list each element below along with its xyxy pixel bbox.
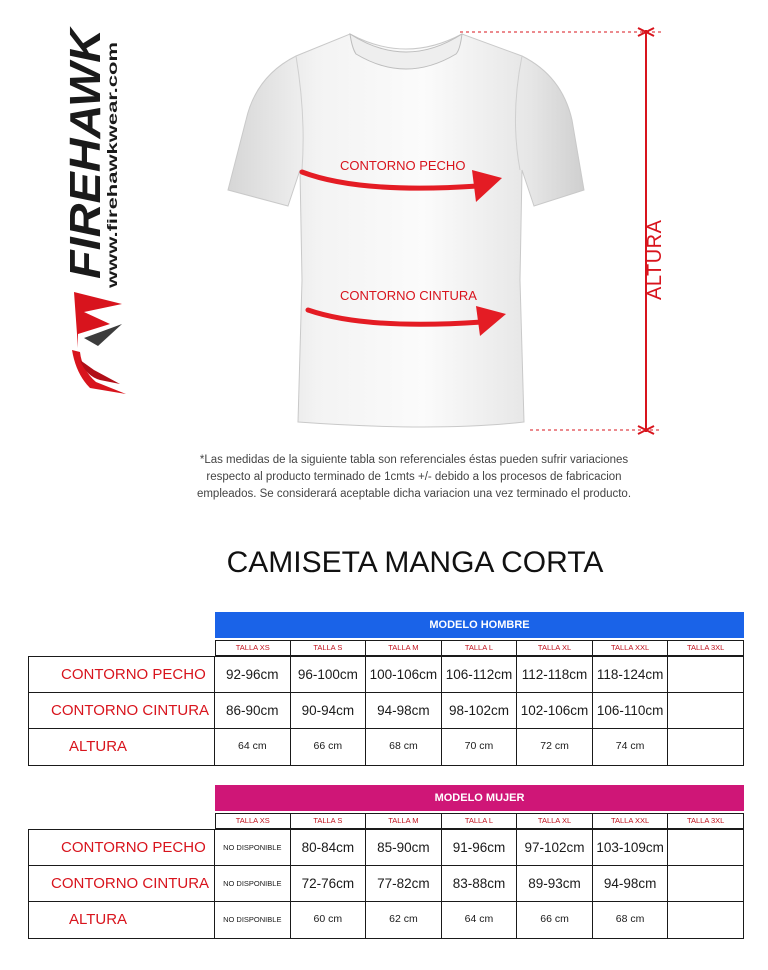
table-cell: NO DISPONIBLE xyxy=(215,902,291,939)
shirt-figure xyxy=(210,20,680,440)
table-cell: 66 cm xyxy=(291,729,367,766)
size-header: TALLA L xyxy=(442,640,518,656)
table-cell: 68 cm xyxy=(593,902,669,939)
row-label: CONTORNO CINTURA xyxy=(28,693,215,730)
table-row xyxy=(28,729,744,766)
table-body xyxy=(28,829,744,939)
hawk-emblem-icon xyxy=(70,290,130,400)
tshirt-body xyxy=(228,34,584,427)
table-cell: 90-94cm xyxy=(291,693,367,730)
table-row xyxy=(28,866,744,903)
row-label: CONTORNO PECHO xyxy=(28,656,215,693)
table-cell xyxy=(668,693,744,730)
size-header: TALLA L xyxy=(442,813,518,829)
size-header: TALLA 3XL xyxy=(668,813,744,829)
table-cell: 85-90cm xyxy=(366,829,442,866)
size-header: TALLA XS xyxy=(215,813,291,829)
table-cell: 94-98cm xyxy=(366,693,442,730)
table-cell: 98-102cm xyxy=(442,693,518,730)
table-cell: 106-112cm xyxy=(442,656,518,693)
page-title: CAMISETA MANGA CORTA xyxy=(226,546,604,579)
row-label: ALTURA xyxy=(28,729,215,766)
table-cell: 91-96cm xyxy=(442,829,518,866)
table-body xyxy=(28,656,744,766)
table-row xyxy=(28,829,744,866)
table-cell: 62 cm xyxy=(366,902,442,939)
height-label: ALTURA xyxy=(644,219,666,300)
size-header: TALLA XXL xyxy=(593,813,669,829)
chest-label: CONTORNO PECHO xyxy=(340,158,466,173)
size-header: TALLA XL xyxy=(517,813,593,829)
table-cell: 83-88cm xyxy=(442,866,518,903)
size-header: TALLA M xyxy=(366,640,442,656)
table-header-men: MODELO HOMBRE xyxy=(215,612,744,638)
size-header: TALLA XXL xyxy=(593,640,669,656)
size-header: TALLA M xyxy=(366,813,442,829)
table-cell: 68 cm xyxy=(366,729,442,766)
table-row xyxy=(28,656,744,693)
table-cell: 72 cm xyxy=(517,729,593,766)
table-cell: 103-109cm xyxy=(593,829,669,866)
table-cell xyxy=(668,656,744,693)
table-cell: 97-102cm xyxy=(517,829,593,866)
table-header-women: MODELO MUJER xyxy=(215,785,744,811)
size-header-row xyxy=(215,640,744,656)
table-cell: 112-118cm xyxy=(517,656,593,693)
table-cell: NO DISPONIBLE xyxy=(215,829,291,866)
table-cell xyxy=(668,902,744,939)
size-header-row xyxy=(215,813,744,829)
size-header: TALLA S xyxy=(291,640,367,656)
table-cell: 94-98cm xyxy=(593,866,669,903)
table-cell: 77-82cm xyxy=(366,866,442,903)
table-cell: 118-124cm xyxy=(593,656,669,693)
table-row xyxy=(28,693,744,730)
table-cell xyxy=(668,829,744,866)
table-cell: 72-76cm xyxy=(291,866,367,903)
table-cell: 70 cm xyxy=(442,729,518,766)
table-cell xyxy=(668,729,744,766)
waist-label: CONTORNO CINTURA xyxy=(340,288,477,303)
table-cell: NO DISPONIBLE xyxy=(215,866,291,903)
row-label: CONTORNO CINTURA xyxy=(28,866,215,903)
size-header: TALLA 3XL xyxy=(668,640,744,656)
brand-url-text: www.firehawkwear.com xyxy=(104,131,120,288)
table-cell: 60 cm xyxy=(291,902,367,939)
table-cell: 89-93cm xyxy=(517,866,593,903)
row-label: ALTURA xyxy=(28,902,215,939)
table-cell: 96-100cm xyxy=(291,656,367,693)
svg-text:FIREHAWK: FIREHAWK xyxy=(66,44,106,279)
firehawk-logo xyxy=(66,14,106,284)
table-cell: 102-106cm xyxy=(517,693,593,730)
size-header: TALLA S xyxy=(291,813,367,829)
table-cell: 106-110cm xyxy=(593,693,669,730)
brand-url xyxy=(102,40,122,290)
table-cell: 74 cm xyxy=(593,729,669,766)
table-cell: 64 cm xyxy=(442,902,518,939)
table-cell: 66 cm xyxy=(517,902,593,939)
table-cell xyxy=(668,866,744,903)
disclaimer-text: *Las medidas de la siguiente tabla son referenciales éstas pueden sufrir variaciones respecto al producto terminado de 1cmts +/- debido a los procesos de fabricacion empleados. Se considerará aceptable dicha variacion una vez terminado el producto. xyxy=(196,454,632,500)
size-header: TALLA XS xyxy=(215,640,291,656)
table-cell: 86-90cm xyxy=(215,693,291,730)
table-cell: 64 cm xyxy=(215,729,291,766)
table-cell: 92-96cm xyxy=(215,656,291,693)
table-row xyxy=(28,902,744,939)
size-header: TALLA XL xyxy=(517,640,593,656)
row-label: CONTORNO PECHO xyxy=(28,829,215,866)
table-cell: 80-84cm xyxy=(291,829,367,866)
table-cell: 100-106cm xyxy=(366,656,442,693)
